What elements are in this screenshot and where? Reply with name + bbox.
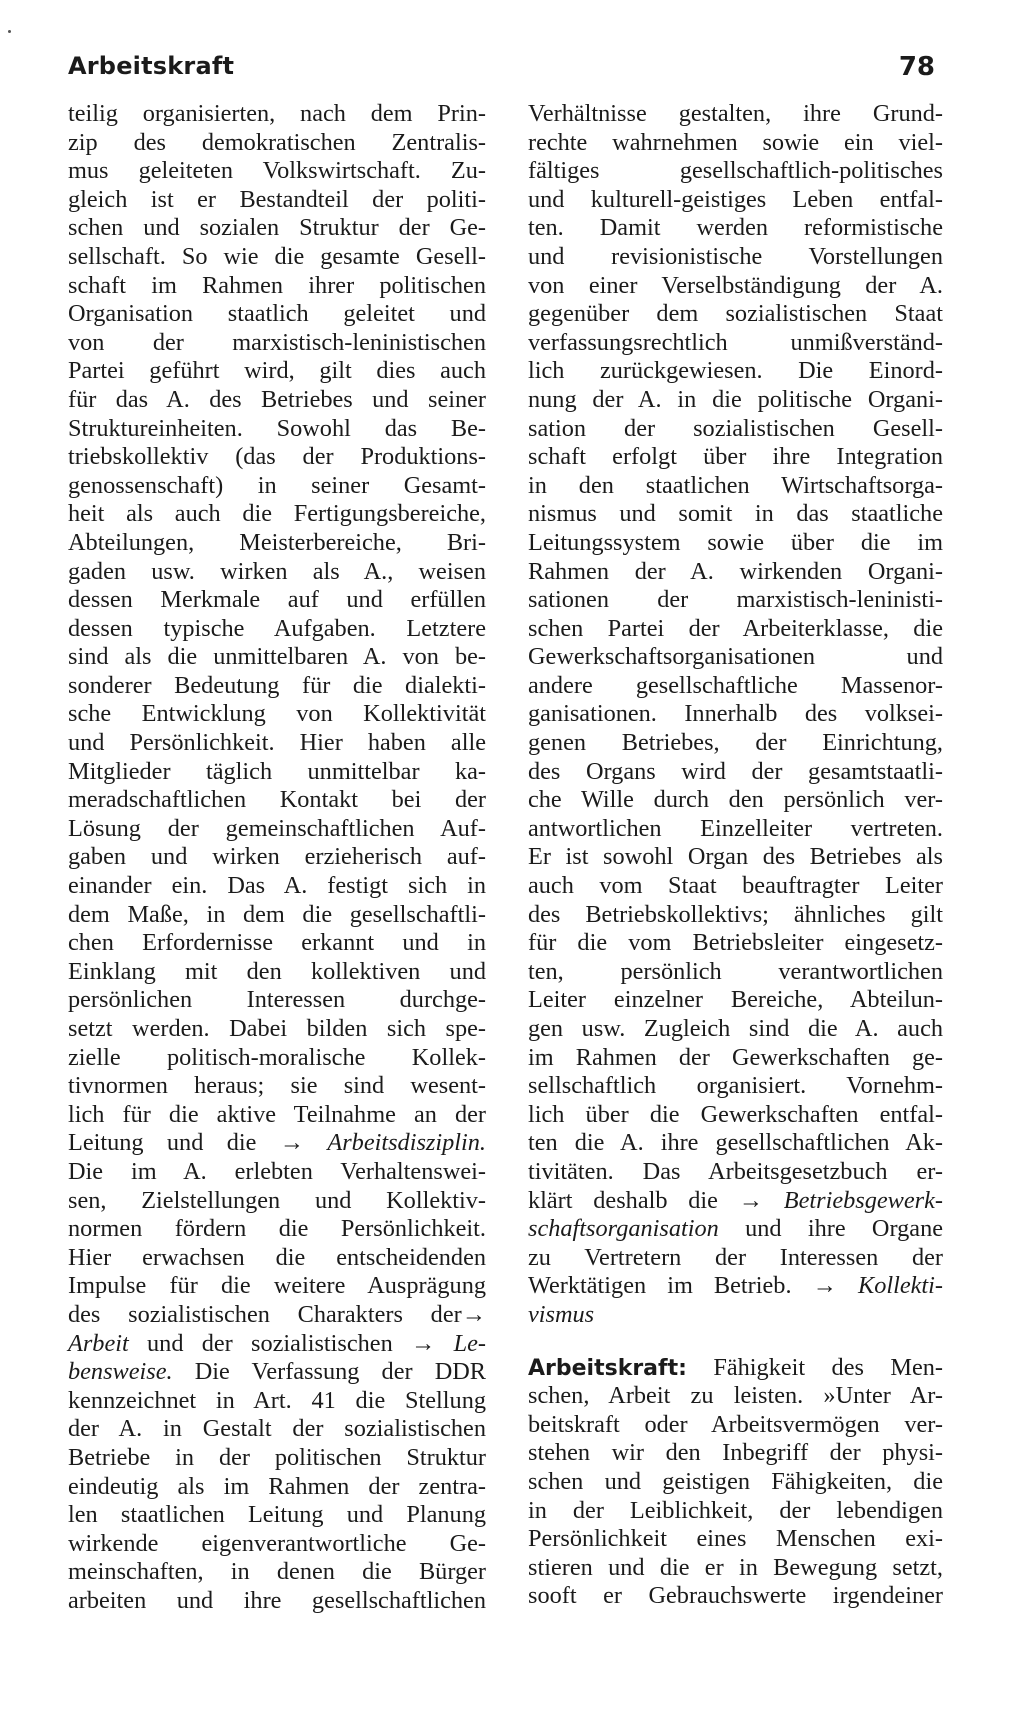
text-line: tivnormen heraus; sie sind wesent- <box>68 1072 486 1100</box>
text-line: Organisation staatlich geleitet und <box>68 300 486 328</box>
text-line: sationen der marxistisch-leninisti- <box>528 586 943 614</box>
text-line: che Wille durch den persönlich ver- <box>528 786 943 814</box>
text-line: beitskraft oder Arbeitsvermögen ver- <box>528 1410 943 1438</box>
text-line: lich zurückgewiesen. Die Einord- <box>528 357 943 385</box>
text-line: schen und geistigen Fähigkeiten, die <box>528 1467 943 1495</box>
text-line: von der marxistisch-leninistischen <box>68 328 486 356</box>
text-line <box>68 1330 486 1359</box>
text-fragment: klärt deshalb die <box>528 1186 718 1214</box>
text-line <box>528 1272 943 1301</box>
text-line: gaben und wirken erzieherisch auf- <box>68 843 486 871</box>
text-line: und kulturell-geistiges Leben entfal- <box>528 185 943 213</box>
text-line: zielle politisch-moralische Kollek- <box>68 1043 486 1071</box>
text-line <box>528 1215 943 1244</box>
text-line: lich für die aktive Teilnahme an der <box>68 1100 486 1128</box>
text-fragment: und der sozialistischen <box>147 1329 393 1357</box>
text-line: im Rahmen der Gewerkschaften ge- <box>528 1043 943 1071</box>
text-line: genen Betriebes, der Einrichtung, <box>528 729 943 757</box>
cross-reference-arrow: → <box>461 1300 486 1328</box>
cross-reference-kollektivismus[interactable]: Kollekti- <box>857 1272 943 1300</box>
text-line: teilig organisierten, nach dem Prin- <box>68 100 486 127</box>
text-line: meinschaften, in denen die Bürger <box>68 1558 486 1586</box>
text-line: und revisionistische Vorstellungen <box>528 242 943 270</box>
text-line: schen, Arbeit zu leisten. »Unter Ar- <box>528 1382 943 1410</box>
text-line: normen fördern die Persönlichkeit. <box>68 1215 486 1243</box>
text-line: eindeutig als im Rahmen der zentra- <box>68 1472 486 1500</box>
text-line: von einer Verselbständigung der A. <box>528 271 943 299</box>
text-line: schaft im Rahmen ihrer politischen <box>68 271 486 299</box>
cross-reference-kollektivismus[interactable]: vismus <box>528 1300 595 1328</box>
scan-mark <box>8 30 11 33</box>
text-line: chen Erfordernisse erkannt und in <box>68 929 486 957</box>
text-line: einander ein. Das A. festigt sich in <box>68 872 486 900</box>
left-column <box>68 100 486 1615</box>
text-fragment: und ihre Organe <box>745 1215 943 1243</box>
text-line: mus geleiteten Volkswirtschaft. Zu- <box>68 157 486 185</box>
text-line: sind als die unmittelbaren A. von be- <box>68 643 486 671</box>
text-line: kennzeichnet in Art. 41 die Stellung <box>68 1386 486 1414</box>
cross-reference-arbeitsdisziplin[interactable]: Arbeitsdisziplin. <box>327 1129 486 1157</box>
text-fragment: Leitung und die <box>68 1129 257 1157</box>
text-line: gen usw. Zugleich sind die A. auch <box>528 1015 943 1042</box>
text-line: meradschaftlichen Kontakt bei der <box>68 786 486 814</box>
text-line: auch vom Staat beauftragter Leiter <box>528 872 943 900</box>
text-line: Impulse für die weitere Ausprägung <box>68 1272 486 1300</box>
text-line: nismus und somit in das staatliche <box>528 500 943 528</box>
text-line: andere gesellschaftliche Massenor- <box>528 671 943 699</box>
text-line: dem Maße, in dem die gesellschaftli- <box>68 900 486 928</box>
entry-first-line <box>528 1354 943 1383</box>
text-line <box>68 1129 486 1158</box>
text-line: der A. in Gestalt der sozialistischen <box>68 1415 486 1443</box>
text-line: nung der A. in die politische Organi- <box>528 385 943 413</box>
text-fragment: Werktätigen im Betrieb. <box>528 1272 792 1300</box>
text-line: Abteilungen, Meisterbereiche, Bri- <box>68 528 486 556</box>
text-line: schen und sozialen Struktur der Ge- <box>68 214 486 242</box>
text-line: ganisationen. Innerhalb des volksei- <box>528 700 943 728</box>
text-line: dessen typische Aufgaben. Letztere <box>68 614 486 642</box>
text-line: schen Partei der Arbeiterklasse, die <box>528 614 943 642</box>
text-line <box>68 1301 486 1330</box>
text-line: Hier erwachsen die entscheidenden <box>68 1243 486 1271</box>
text-line: in der Leiblichkeit, der lebendigen <box>528 1496 943 1524</box>
text-line: zip des demokratischen Zentralis- <box>68 128 486 156</box>
text-line: Er ist sowohl Organ des Betriebes als <box>528 843 943 871</box>
text-line: Leitungssystem sowie über die im <box>528 528 943 556</box>
text-line: persönlichen Interessen durchge- <box>68 986 486 1014</box>
text-line: wirkende eigenverantwortliche Ge- <box>68 1529 486 1557</box>
text-line: des Betriebskollektivs; ähnliches gilt <box>528 900 943 928</box>
cross-reference-lebensweise[interactable]: bensweise. <box>68 1358 173 1386</box>
text-line: rechte wahrnehmen sowie ein viel- <box>528 128 943 156</box>
text-line: Betriebe in der politischen Struktur <box>68 1443 486 1471</box>
text-line: heit als auch die Fertigungsbereiche, <box>68 500 486 528</box>
text-line: ten die A. ihre gesellschaftlichen Ak- <box>528 1129 943 1157</box>
text-line: Verhältnisse gestalten, ihre Grund- <box>528 100 943 127</box>
text-line: sation der sozialistischen Gesell- <box>528 414 943 442</box>
text-line: fältiges gesellschaftlich-politisches <box>528 157 943 185</box>
text-line: für das A. des Betriebes und seiner <box>68 385 486 413</box>
text-line <box>528 1301 943 1330</box>
text-line: arbeiten und ihre gesellschaftlichen <box>68 1586 486 1614</box>
text-line: tivitäten. Das Arbeitsgesetzbuch er- <box>528 1157 943 1185</box>
text-line: für die vom Betriebsleiter eingesetz- <box>528 929 943 957</box>
running-head: Arbeitskraft <box>68 52 235 80</box>
cross-reference-arrow: → <box>411 1329 436 1357</box>
text-line: schaft erfolgt über ihre Integration <box>528 443 943 471</box>
text-line: Gewerkschaftsorganisationen und <box>528 643 943 671</box>
text-line: Partei geführt wird, gilt dies auch <box>68 357 486 385</box>
cross-reference-betriebsgewerkschaftsorganisation[interactable]: Betriebsgewerk- <box>783 1186 944 1214</box>
text-line: Mitglieder täglich unmittelbar ka- <box>68 757 486 785</box>
text-line: genossenschaft) in seiner Gesamt- <box>68 471 486 499</box>
text-line: triebskollektiv (das der Produktions- <box>68 443 486 471</box>
text-line: sonderer Bedeutung für die dialekti- <box>68 671 486 699</box>
text-line: gleich ist er Bestandteil der politi- <box>68 185 486 213</box>
text-line: gaden usw. wirken als A., weisen <box>68 557 486 585</box>
text-line: und Persönlichkeit. Hier haben alle <box>68 729 486 757</box>
text-line <box>68 1358 486 1387</box>
cross-reference-betriebsgewerkschaftsorganisation[interactable]: schaftsorganisation <box>528 1215 719 1243</box>
text-line: len staatlichen Leitung und Planung <box>68 1501 486 1529</box>
text-fragment: Fähigkeit des Men- <box>713 1353 943 1381</box>
text-line: Struktureinheiten. Sowohl das Be- <box>68 414 486 442</box>
text-line: Lösung der gemeinschaftlichen Auf- <box>68 814 486 842</box>
text-line: in den staatlichen Wirtschaftsorga- <box>528 471 943 499</box>
text-line: sellschaft. So wie die gesamte Gesell- <box>68 242 486 270</box>
cross-reference-arrow: → <box>279 1129 305 1157</box>
text-line: sen, Zielstellungen und Kollektiv- <box>68 1186 486 1214</box>
text-line <box>528 1187 943 1216</box>
text-line: verfassungsrechtlich unmißverständ- <box>528 328 943 356</box>
text-line: lich über die Gewerkschaften entfal- <box>528 1100 943 1128</box>
text-line: gegenüber dem sozialistischen Staat <box>528 300 943 328</box>
text-line: stieren und die er in Bewegung setzt, <box>528 1553 943 1581</box>
page-header <box>68 52 935 88</box>
entry-term: Arbeitskraft: <box>528 1355 687 1381</box>
cross-reference-arrow: → <box>738 1186 764 1214</box>
cross-reference-arrow: → <box>812 1272 837 1300</box>
text-fragment: des sozialistischen Charakters der <box>68 1300 462 1328</box>
text-line: Leiter einzelner Bereiche, Abteilun- <box>528 986 943 1014</box>
text-line: Einklang mit den kollektiven und <box>68 957 486 985</box>
text-line: ten, persönlich verantwortlichen <box>528 957 943 985</box>
text-line: Persönlichkeit eines Menschen exi- <box>528 1525 943 1553</box>
right-column <box>528 100 943 1611</box>
text-line: dessen Merkmale auf und erfüllen <box>68 586 486 614</box>
text-line: stehen wir den Inbegriff der physi- <box>528 1439 943 1467</box>
text-line: sooft er Gebrauchswerte irgendeiner <box>528 1582 943 1610</box>
text-line: Die im A. erlebten Verhaltenswei- <box>68 1157 486 1185</box>
text-line: setzt werden. Dabei bilden sich spe- <box>68 1015 486 1042</box>
text-line: Rahmen der A. wirkenden Organi- <box>528 557 943 585</box>
page-number: 78 <box>898 52 935 82</box>
text-line: zu Vertretern der Interessen der <box>528 1243 943 1271</box>
cross-reference-arbeit[interactable]: Arbeit <box>68 1329 129 1357</box>
text-line: sche Entwicklung von Kollektivität <box>68 700 486 728</box>
text-line: des Organs wird der gesamtstaatli- <box>528 757 943 785</box>
entry-separator <box>528 1330 943 1354</box>
text-line: sellschaftlich organisiert. Vornehm- <box>528 1072 943 1100</box>
text-line: ten. Damit werden reformistische <box>528 214 943 242</box>
text-line: antwortlichen Einzelleiter vertreten. <box>528 814 943 842</box>
text-fragment: Die Verfassung der DDR <box>194 1358 486 1386</box>
cross-reference-lebensweise[interactable]: Le- <box>453 1329 486 1357</box>
